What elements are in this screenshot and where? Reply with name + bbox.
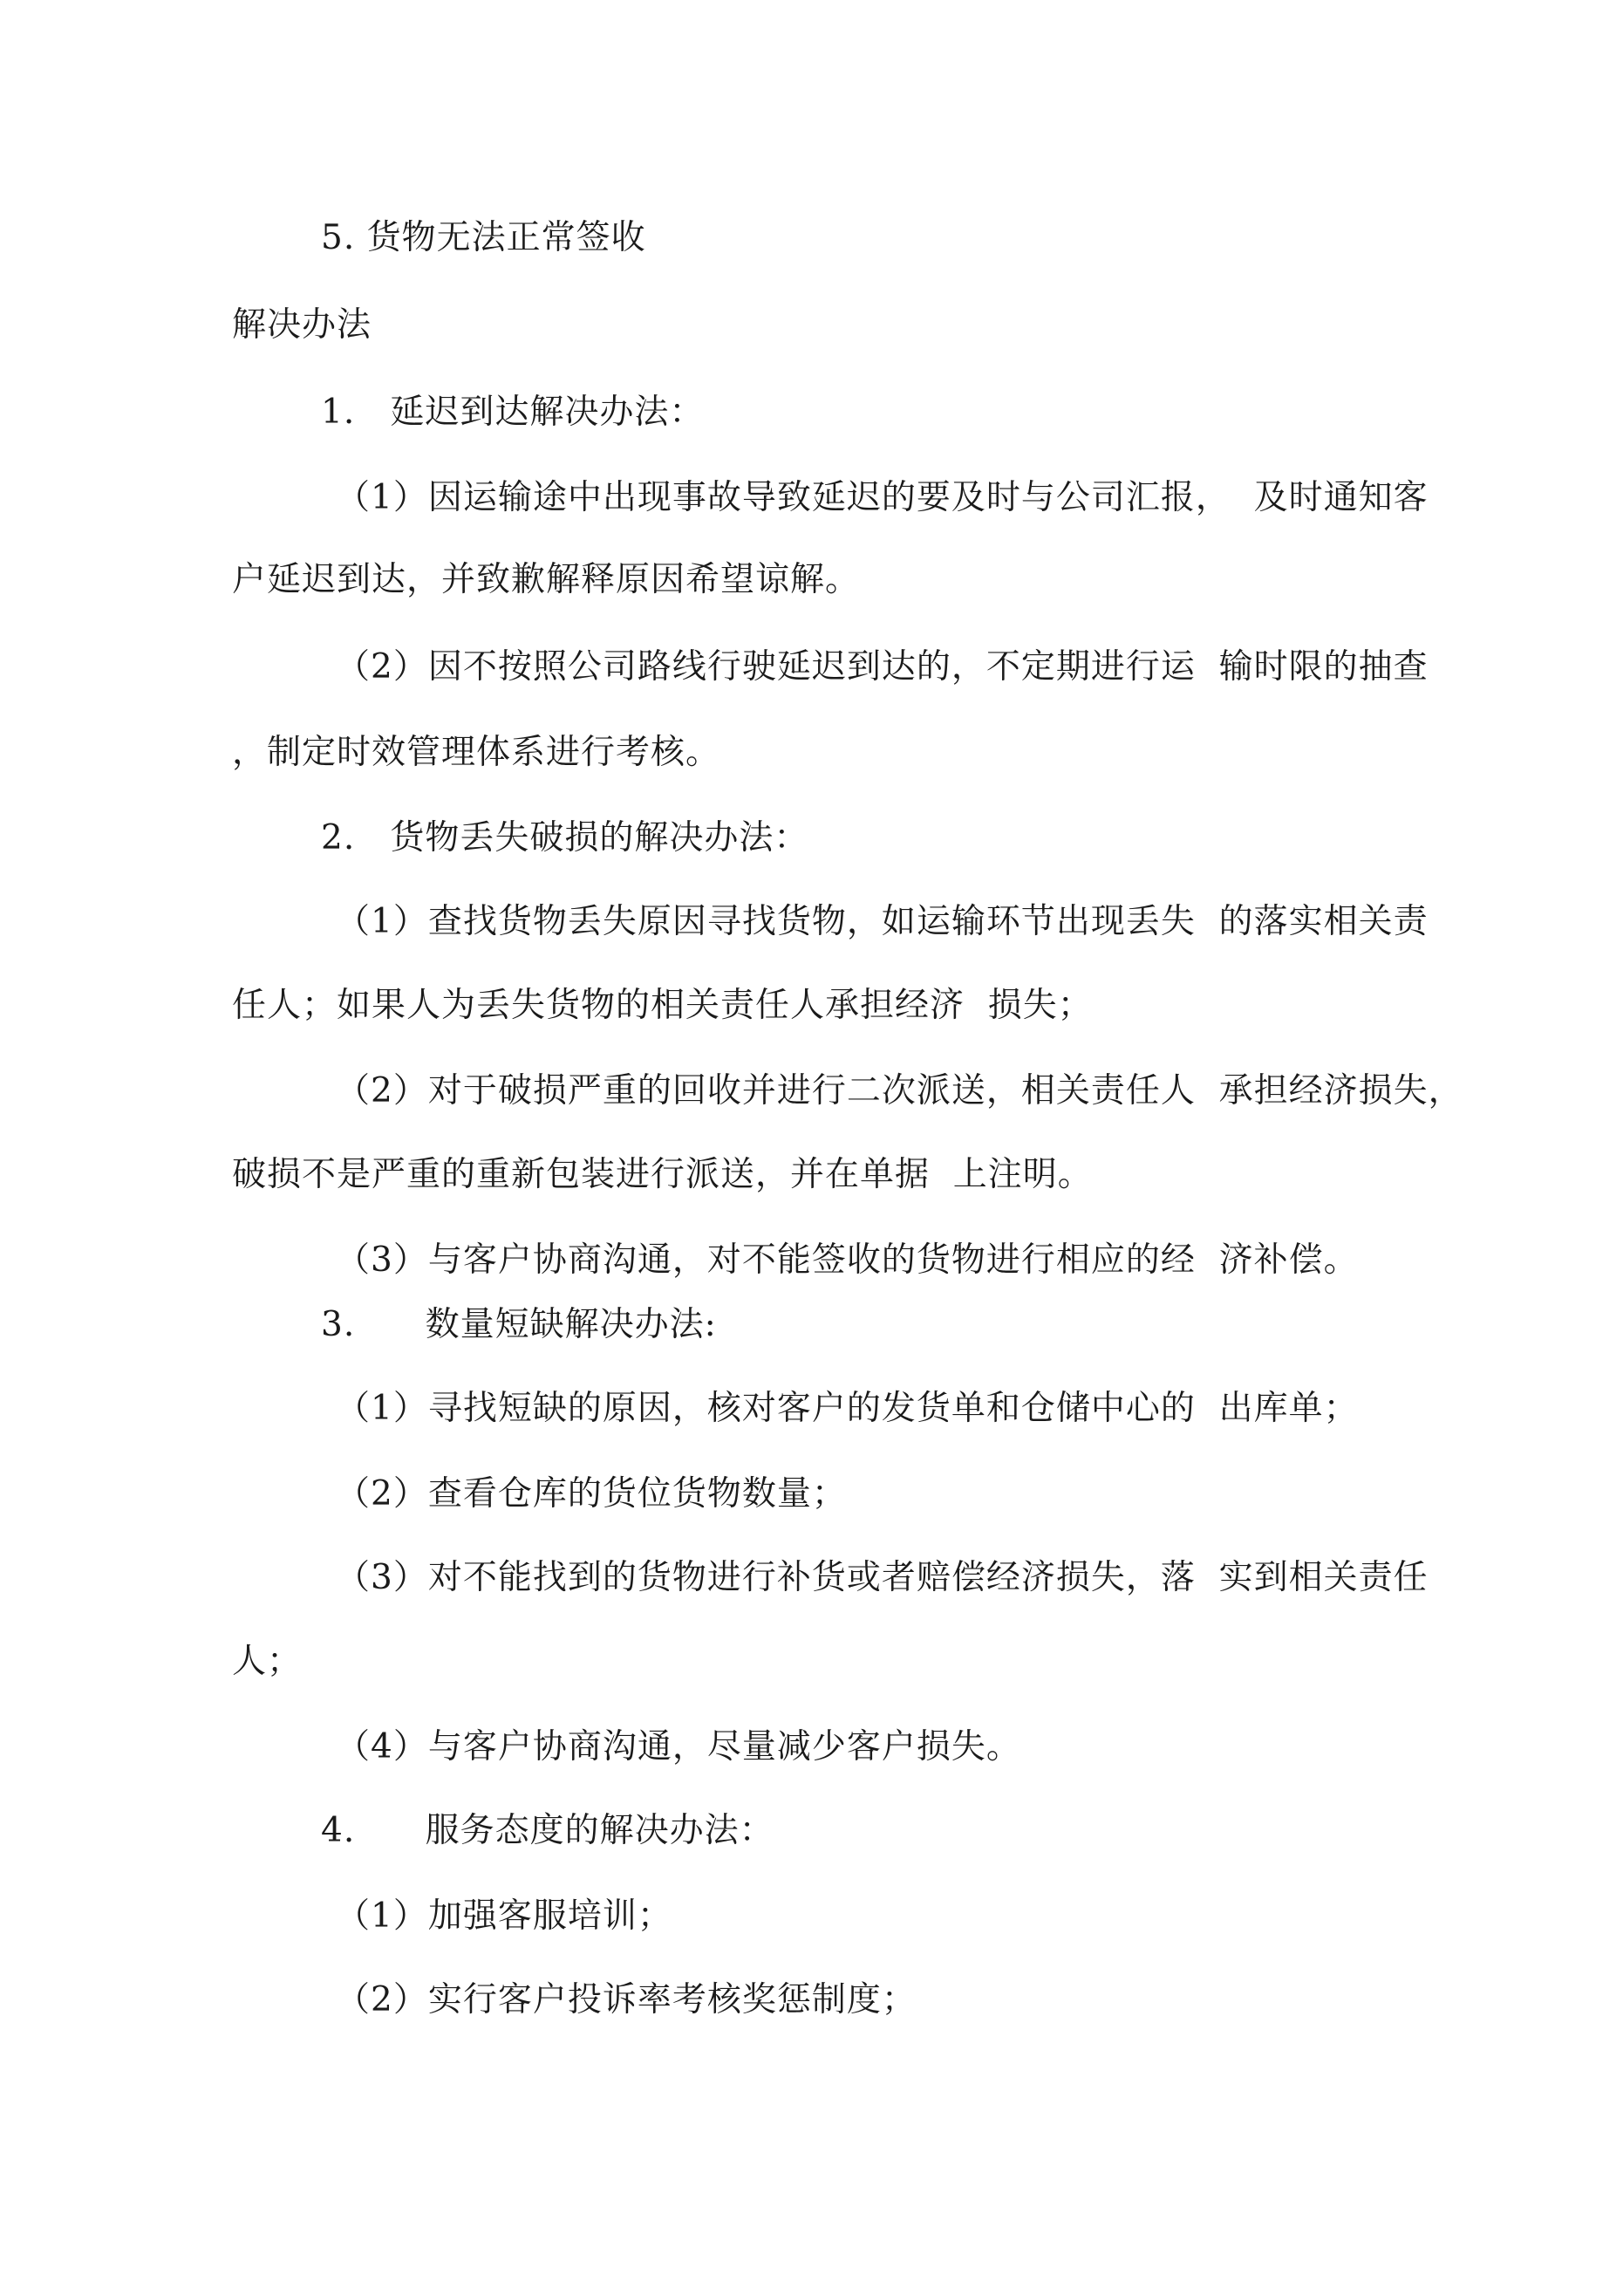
paragraph-line: （3）对不能找到的货物进行补货或者赔偿经济损失，落 实到相关责任	[336, 1558, 1429, 1597]
paragraph-line: （1）因运输途中出现事故导致延迟的要及时与公司汇报， 及时通知客	[336, 478, 1429, 517]
section-heading-5: 5. 货物无法正常签收	[321, 218, 646, 257]
item-1-heading: 1. 延迟到达解决办法：	[321, 393, 705, 432]
item-4-heading: 4. 服务态度的解决办法：	[321, 1811, 774, 1850]
paragraph-line: （1）寻找短缺的原因，核对客户的发货单和仓储中心的 出库单；	[336, 1389, 1359, 1428]
paragraph-line: （2）查看仓库的货位货物数量；	[336, 1474, 847, 1514]
paragraph-line: （1）查找货物丢失原因寻找货物，如运输环节出现丢失 的落实相关责	[336, 902, 1429, 941]
paragraph-line: （2）对于破损严重的回收并进行二次派送，相关责任人 承担经济损失，	[336, 1071, 1463, 1110]
paragraph-line: 人；	[232, 1642, 303, 1681]
paragraph-line: （1）加强客服培训；	[336, 1896, 672, 1936]
paragraph-line: ，制定时效管理体系进行考核。	[232, 733, 721, 772]
paragraph-line: 任人；如果人为丢失货物的相关责任人承担经济 损失；	[232, 986, 1093, 1025]
paragraph-line: （2）实行客户投诉率考核奖惩制度；	[336, 1980, 917, 2019]
solutions-heading: 解决办法	[232, 305, 372, 345]
item-3-heading: 3. 数量短缺解决办法:	[321, 1305, 717, 1344]
paragraph-line: （4）与客户协商沟通，尽量减少客户损失。	[336, 1727, 1021, 1766]
item-2-heading: 2. 货物丢失破损的解决办法：	[321, 818, 809, 858]
paragraph-line: （2）因不按照公司路线行驶延迟到达的，不定期进行运 输时限的抽查	[336, 647, 1429, 687]
paragraph-line: 户延迟到达，并致歉解释原因希望谅解。	[232, 560, 861, 599]
paragraph-line: （3）与客户协商沟通，对不能签收的货物进行相应的经 济补偿。	[336, 1240, 1359, 1280]
paragraph-line: 破损不是严重的重新包装进行派送，并在单据 上注明。	[232, 1155, 1093, 1194]
